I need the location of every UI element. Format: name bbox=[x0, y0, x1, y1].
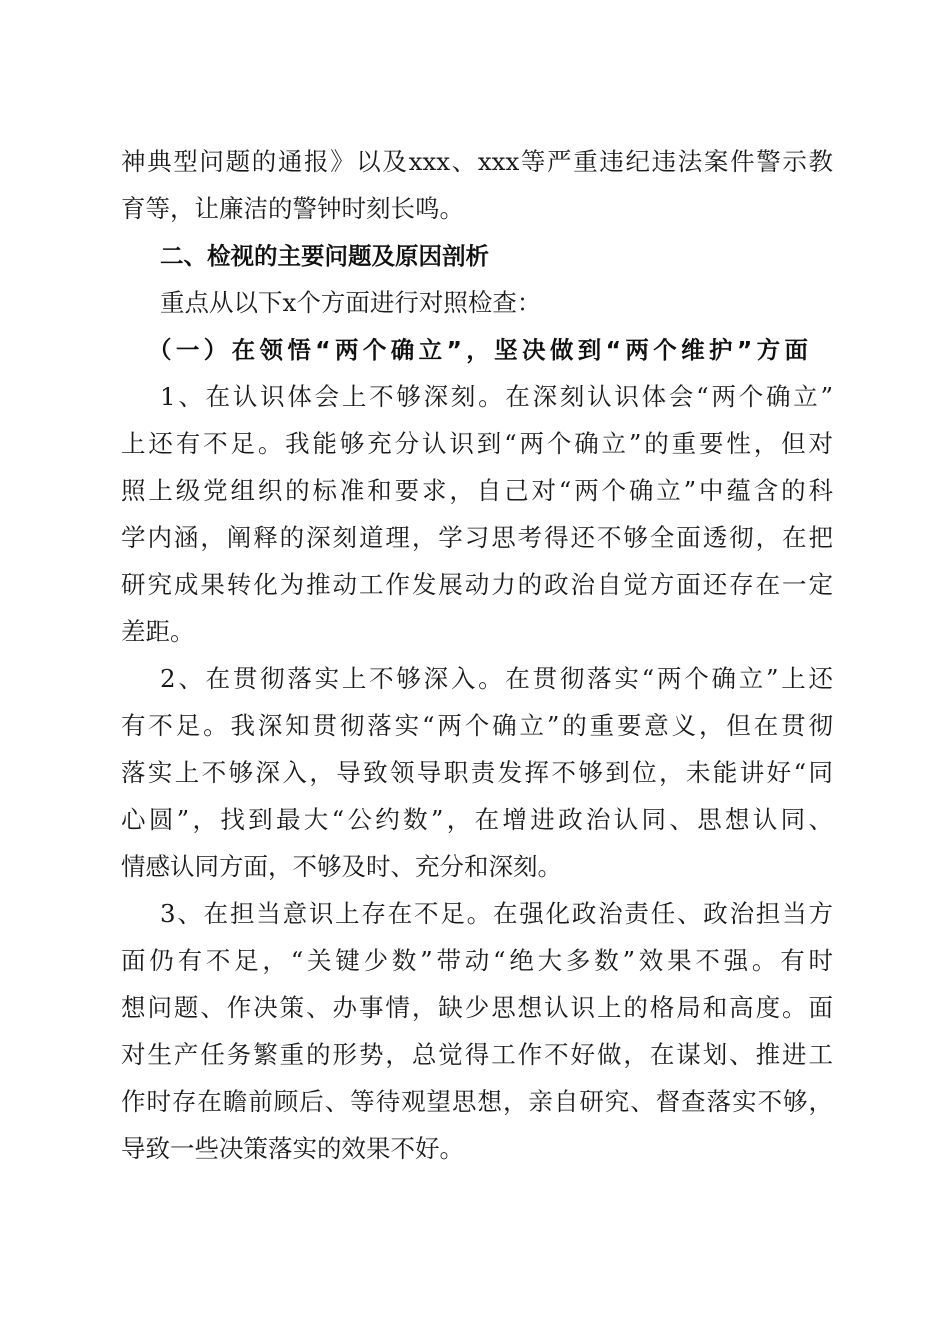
paragraph-line: 想问题、作决策、办事情，缺少思想认识上的格局和高度。面 bbox=[121, 993, 833, 1022]
paragraph-line: 有不足。我深知贯彻落实“两个确立”的重要意义，但在贯彻 bbox=[121, 711, 833, 740]
paragraph-line: 上还有不足。我能够充分认识到“两个确立”的重要性，但对 bbox=[121, 429, 833, 458]
paragraph-line: 学内涵，阐释的深刻道理，学习思考得还不够全面透彻，在把 bbox=[121, 523, 833, 552]
paragraph-line: 2、在贯彻落实上不够深入。在贯彻落实“两个确立”上还 bbox=[160, 664, 833, 693]
paragraph-line: 导致一些决策落实的效果不好。 bbox=[121, 1134, 464, 1163]
paragraph-line: 神典型问题的通报》以及xxx、xxx等严重违纪违法案件警示教 bbox=[121, 147, 833, 176]
paragraph-line: 3、在担当意识上存在不足。在强化政治责任、政治担当方 bbox=[160, 899, 833, 928]
paragraph-line: 重点从以下x个方面进行对照检查： bbox=[160, 288, 542, 317]
subsection-heading: （一）在领悟“两个确立”，坚决做到“两个维护”方面 bbox=[148, 336, 808, 364]
paragraph-line: 作时存在瞻前顾后、等待观望思想，亲自研究、督查落实不够， bbox=[121, 1087, 833, 1116]
section-heading: 二、检视的主要问题及原因剖析 bbox=[160, 242, 489, 270]
paragraph-line: 心圆”，找到最大“公约数”，在增进政治认同、思想认同、 bbox=[121, 805, 833, 834]
paragraph-line: 面仍有不足，“关键少数”带动“绝大多数”效果不强。有时 bbox=[121, 946, 833, 975]
paragraph-line: 研究成果转化为推动工作发展动力的政治自觉方面还存在一定 bbox=[121, 570, 833, 599]
paragraph-line: 1、在认识体会上不够深刻。在深刻认识体会“两个确立” bbox=[160, 382, 833, 411]
paragraph-line: 照上级党组织的标准和要求，自己对“两个确立”中蕴含的科 bbox=[121, 476, 833, 505]
paragraph-line: 落实上不够深入，导致领导职责发挥不够到位，未能讲好“同 bbox=[121, 758, 833, 787]
paragraph-line: 情感认同方面，不够及时、充分和深刻。 bbox=[121, 852, 562, 881]
paragraph-line: 差距。 bbox=[121, 617, 195, 646]
paragraph-line: 育等，让廉洁的警钟时刻长鸣。 bbox=[121, 194, 464, 223]
paragraph-line: 对生产任务繁重的形势，总觉得工作不好做，在谋划、推进工 bbox=[121, 1040, 833, 1069]
